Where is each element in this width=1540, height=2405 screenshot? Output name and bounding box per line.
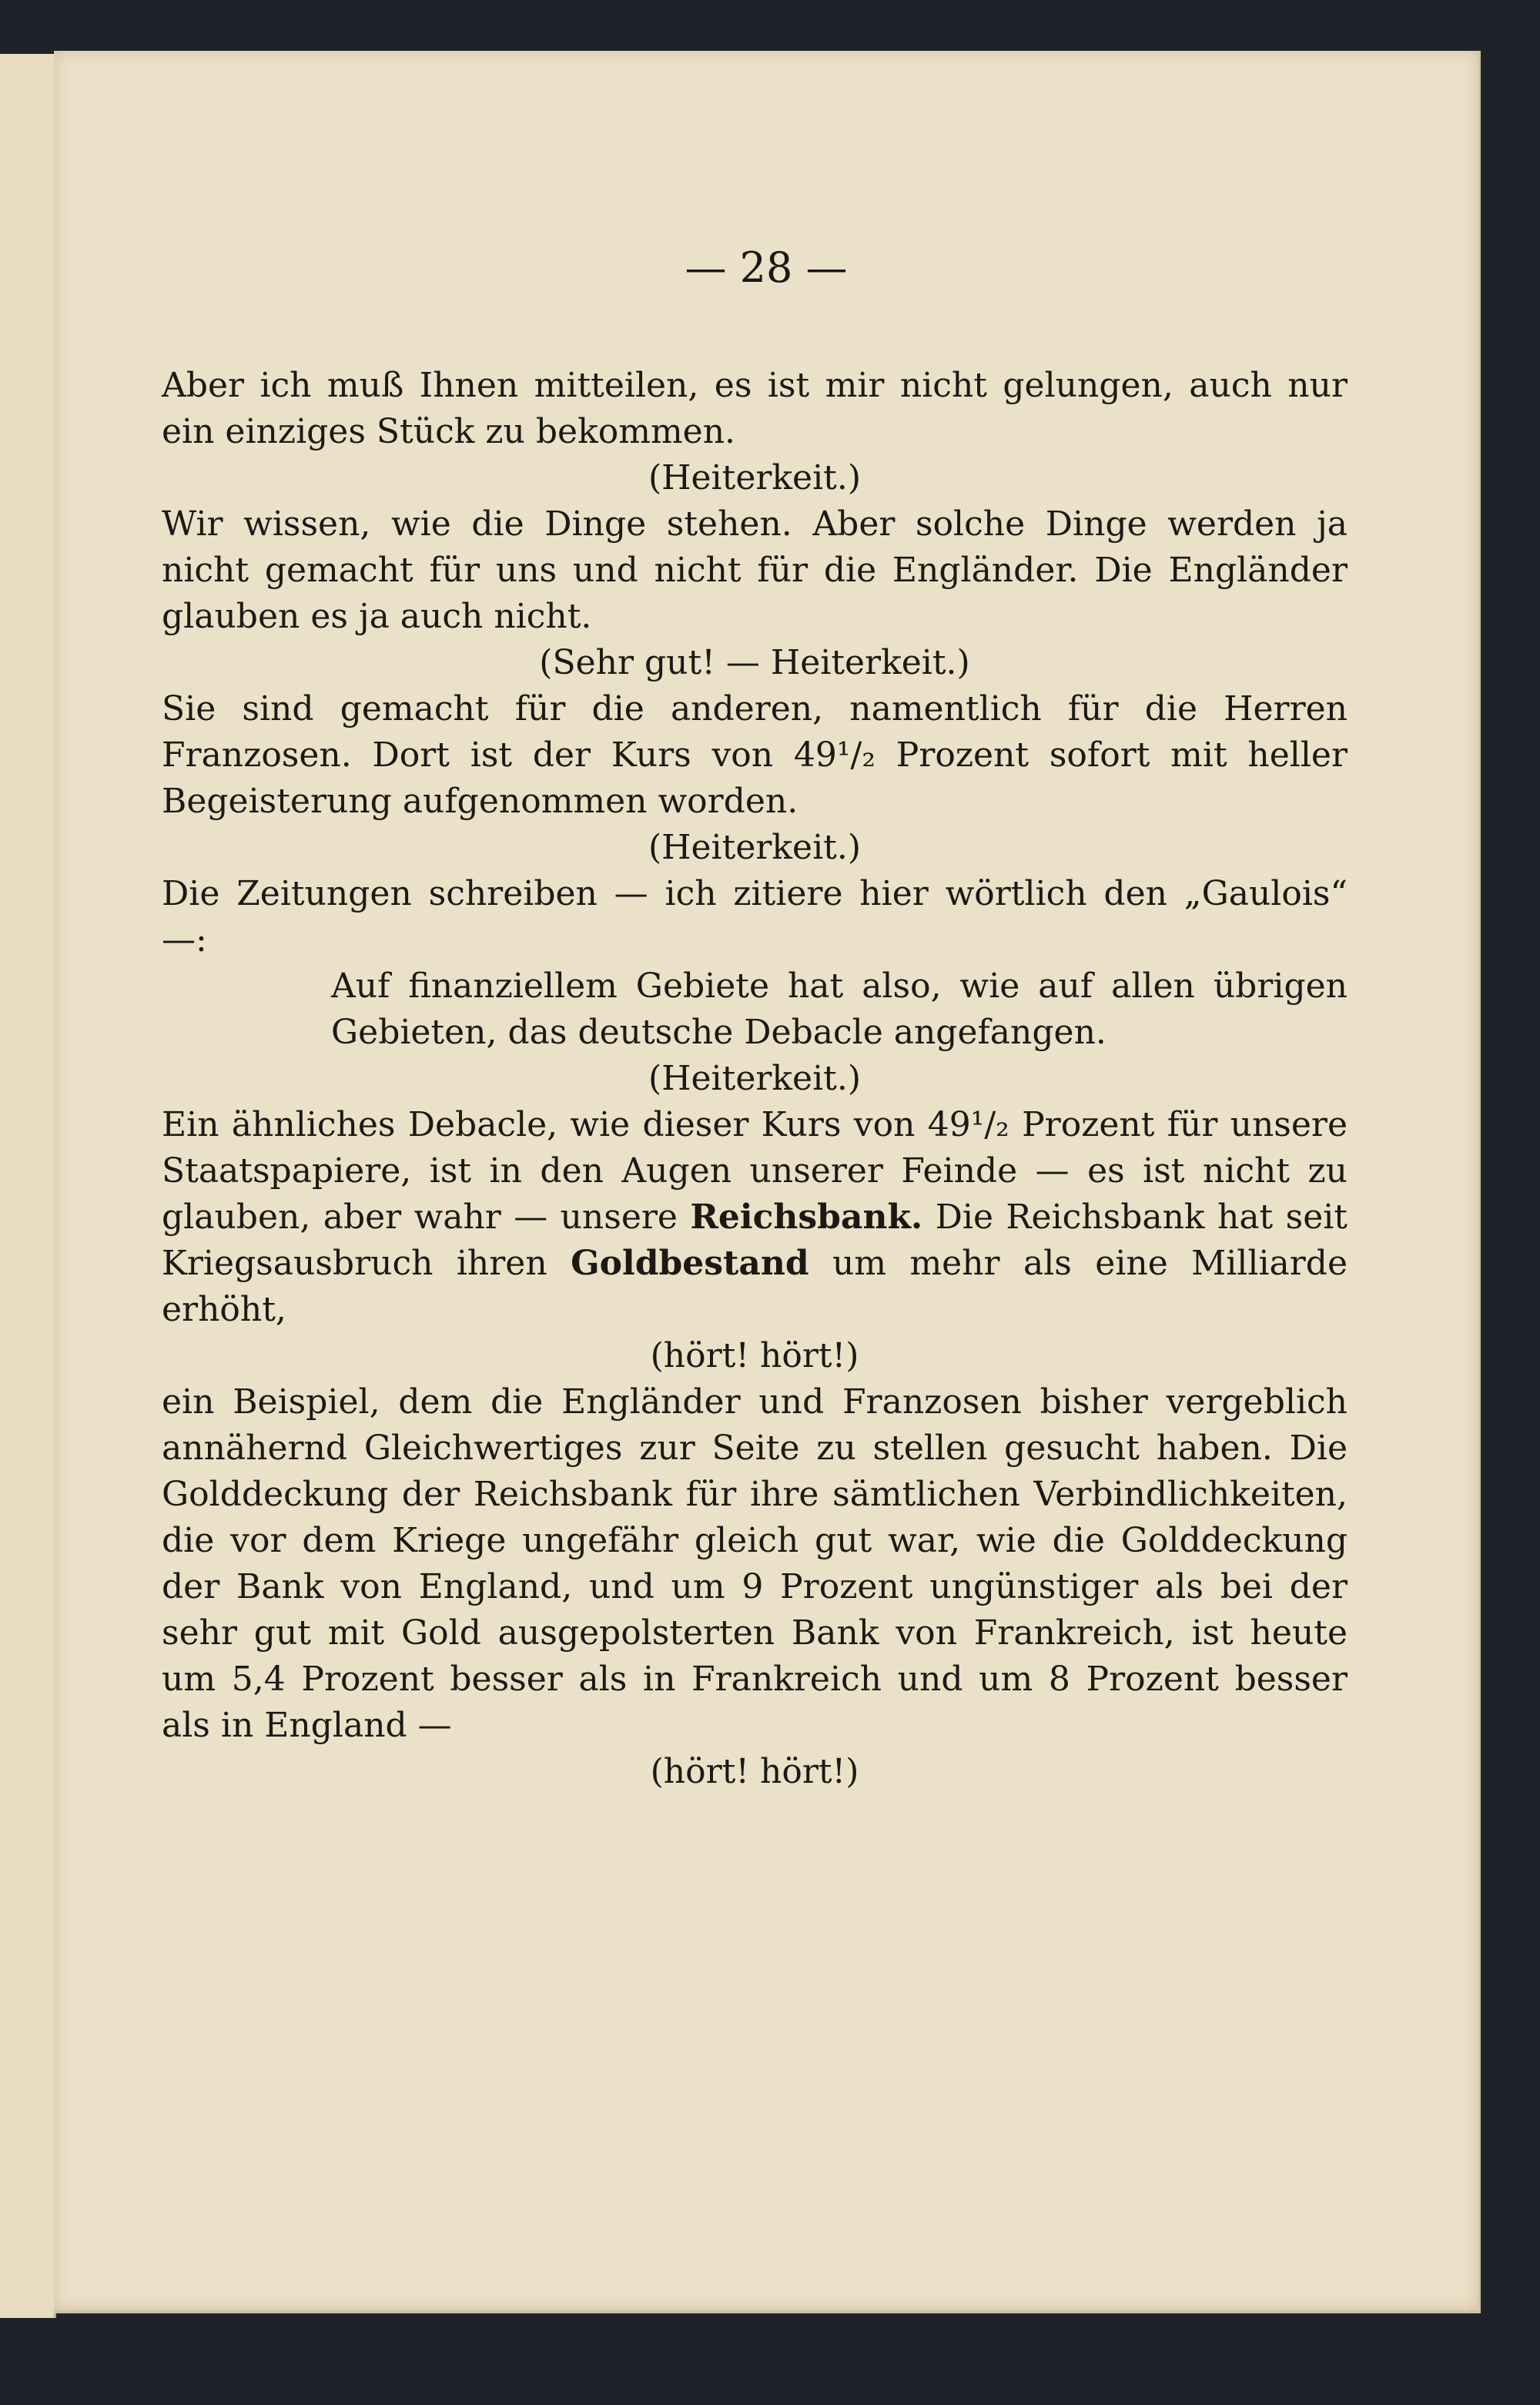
paragraph-5-part-c: um mehr als eine Milliarde erhöht, [162, 1244, 1348, 1329]
bold-reichsbank: Reichsbank. [690, 1197, 923, 1237]
paragraph-5-part-b: Die Reichsbank hat seit Kriegsausbruch ihren [162, 1197, 1348, 1283]
bold-goldbestand: Goldbestand [571, 1244, 809, 1283]
reaction-4: (Heiterkeit.) [648, 1059, 861, 1098]
paragraph-5 [162, 1102, 1348, 1333]
paragraph-6: ein Beispiel, dem die Engländer und Franzosen bisher vergeblich annähernd Gleichwertiges zur Seite zu stellen gesucht haben. Die Golddeckung der Reichsbank für ihre sämtlichen Verbindlichkeiten, die vor dem Kriege ungefähr gleich gut war, wie die Golddeckung der Bank von England, und um 9 Prozent ungünstiger als bei der sehr gut mit Gold ausgepolsterten Bank von Frankreich, ist heute um 5,4 Prozent besser als in Frankreich und um 8 Prozent besser als in England — [162, 1382, 1348, 1745]
reaction-2: (Sehr gut! — Heiterkeit.) [539, 643, 970, 682]
book-page [54, 51, 1481, 2313]
reaction-3: (Heiterkeit.) [648, 828, 861, 867]
reaction-5: (hört! hört!) [650, 1336, 859, 1375]
left-page-edge [0, 54, 56, 2318]
paragraph-3: Sie sind gemacht für die anderen, namentlich für die Herren Franzosen. Dort ist der Kurs von 49¹/₂ Prozent sofort mit heller Begeisterung aufgenommen worden. [162, 689, 1348, 821]
reaction-1: (Heiterkeit.) [648, 458, 861, 497]
paragraph-2: Wir wissen, wie die Dinge stehen. Aber solche Dinge werden ja nicht gemacht für uns und nicht für die Engländer. Die Engländer glauben es ja auch nicht. [162, 504, 1348, 636]
page-number: — 28 — [685, 243, 848, 292]
paragraph-1: Aber ich muß Ihnen mitteilen, es ist mir nicht gelungen, auch nur ein einziges Stück zu bekommen. [162, 366, 1348, 451]
paragraph-5-part-a: Ein ähnliches Debacle, wie dieser Kurs von 49¹/₂ Prozent für unsere Staatspapiere, ist in den Augen unserer Feinde — es ist nicht zu glauben, aber wahr — unsere [162, 1105, 1348, 1237]
quotation: Auf finanziellem Gebiete hat also, wie auf allen übrigen Gebieten, das deutsche Debacle angefangen. [331, 966, 1348, 1052]
reaction-6: (hört! hört!) [650, 1752, 859, 1791]
body-text [162, 363, 1348, 1795]
paragraph-4: Die Zeitungen schreiben — ich zitiere hier wörtlich den „Gaulois“ —: [162, 874, 1348, 960]
